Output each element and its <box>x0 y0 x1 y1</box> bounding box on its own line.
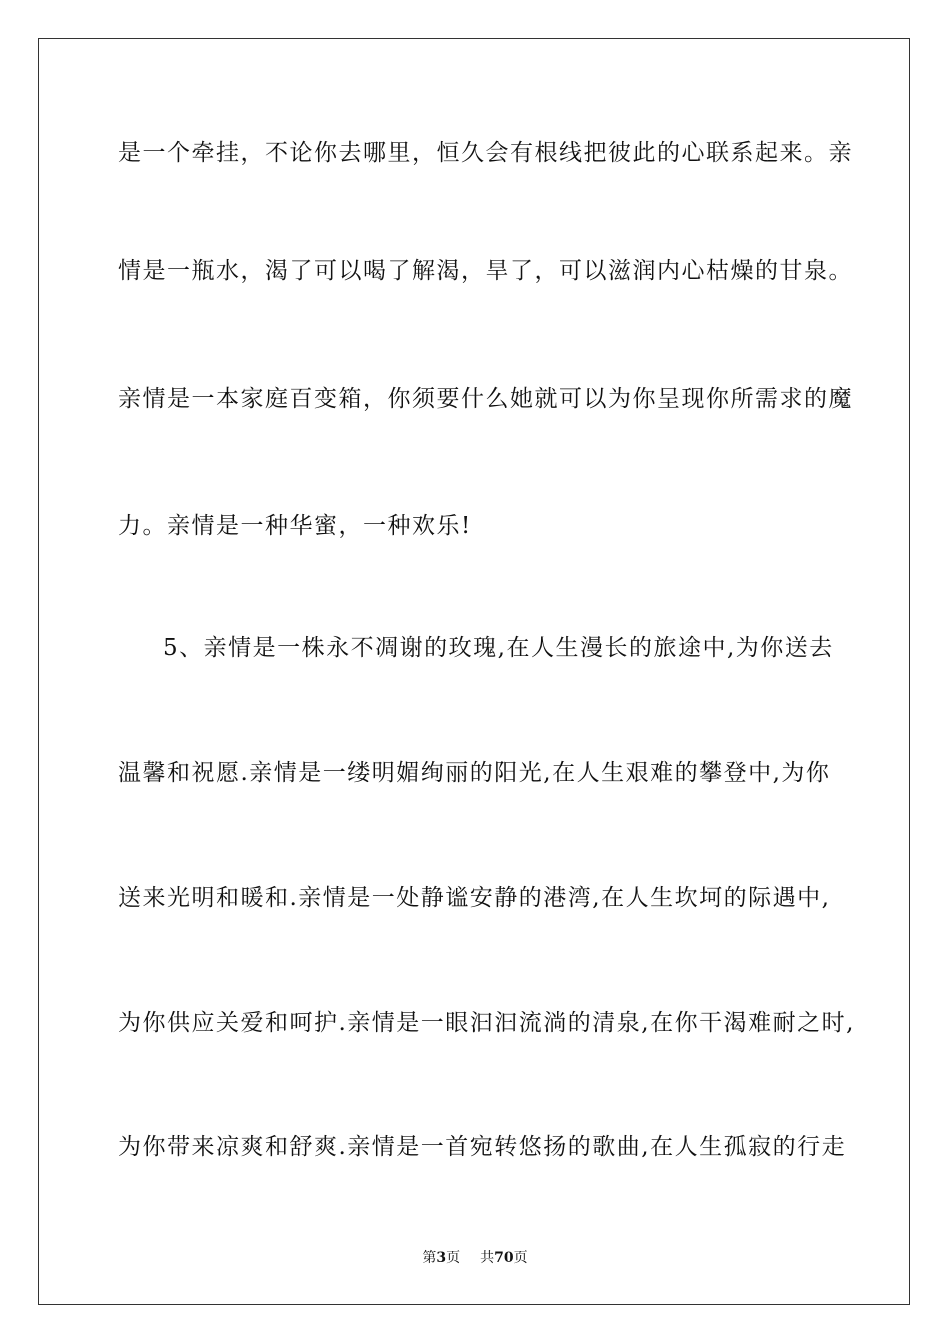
total-pages: 70 <box>494 1250 514 1266</box>
text-line-9: 为你带来凉爽和舒爽.亲情是一首宛转悠扬的歌曲,在人生孤寂的行走 <box>118 1134 847 1160</box>
text-line-8: 为你供应关爱和呵护.亲情是一眼汩汩流淌的清泉,在你干渴难耐之时, <box>118 1010 855 1036</box>
text-line-7: 送来光明和暖和.亲情是一处静谧安静的港湾,在人生坎坷的际遇中, <box>118 885 831 911</box>
text-line-3: 亲情是一本家庭百变箱，你须要什么她就可以为你呈现你所需求的魔 <box>118 386 853 412</box>
total-suffix: 页 <box>513 1250 528 1266</box>
page-suffix: 页 <box>446 1250 461 1266</box>
page-border <box>38 38 910 1305</box>
page-prefix: 第 <box>422 1250 437 1266</box>
text-line-4: 力。亲情是一种华蜜，一种欢乐! <box>118 513 472 539</box>
total-prefix: 共 <box>480 1250 495 1266</box>
text-line-2: 情是一瓶水，渴了可以喝了解渴，旱了，可以滋润内心枯燥的甘泉。 <box>118 258 853 284</box>
text-line-6: 温馨和祝愿.亲情是一缕明媚绚丽的阳光,在人生艰难的攀登中,为你 <box>118 760 831 786</box>
page-number: 3 <box>436 1250 447 1266</box>
text-line-1: 是一个牵挂，不论你去哪里，恒久会有根线把彼此的心联系起来。亲 <box>118 140 853 166</box>
page-footer <box>0 1248 950 1268</box>
text-line-5: 5、亲情是一株永不凋谢的玫瑰,在人生漫长的旅途中,为你送去 <box>163 635 834 661</box>
